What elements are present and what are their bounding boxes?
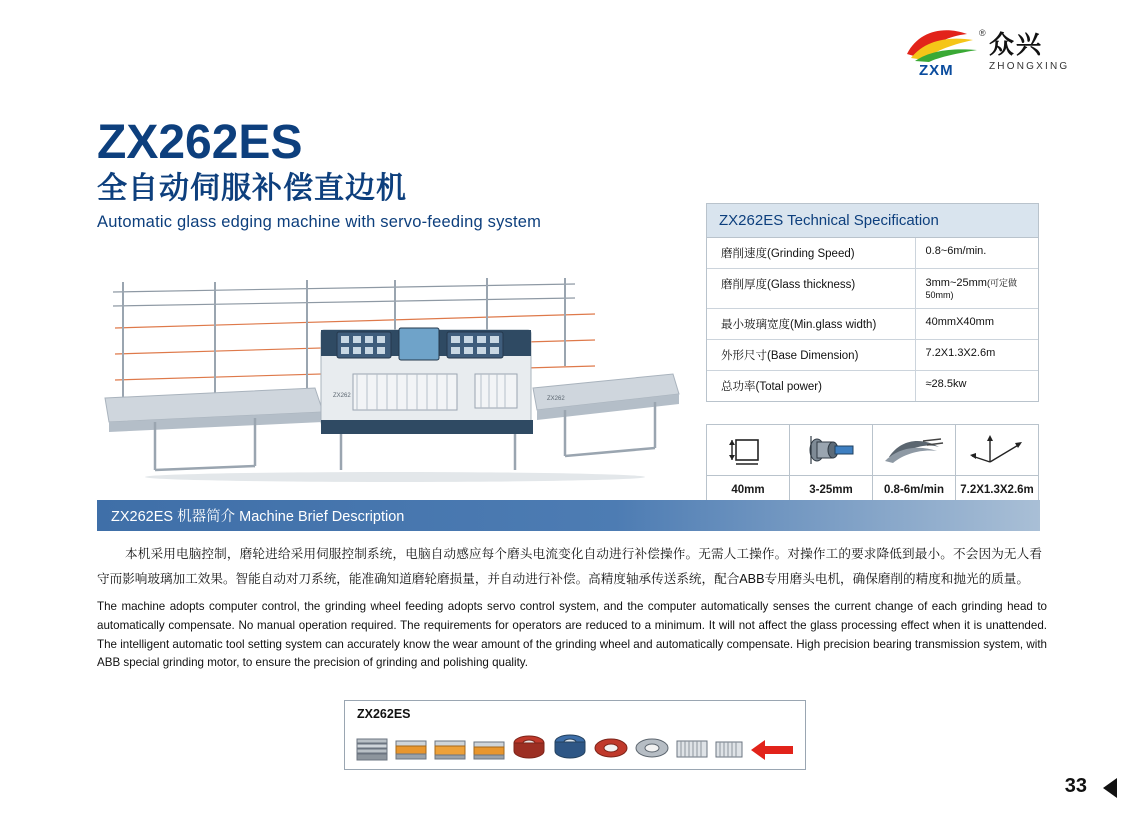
logo-mark bbox=[905, 22, 986, 82]
brand-name-cn: 众兴 bbox=[989, 31, 1044, 60]
brief-paragraph-en: The machine adopts computer control, the grinding wheel feeding adopts servo control system, and the computer automatically senses the current change of each grinding head to automatically compensate. No manual operation required. The requirements for operators are reduced to a minimum. It will not affect the glass processing effect when it is unattended. The intelligent automatic tool setting system can accurately know the wear amount of the grinding wheel and automatically compensate. High precision bearing transmission system, with ABB special grinding motor, to ensure the precision of grinding and polishing quality. bbox=[97, 600, 1047, 670]
spec-key: 最小玻璃宽度(Min.glass width) bbox=[707, 309, 916, 339]
spec-value-text: 40mmX40mm bbox=[925, 316, 994, 328]
spec-value bbox=[916, 371, 1038, 401]
wheel-strip bbox=[344, 700, 806, 770]
spec-key: 磨削厚度(Glass thickness) bbox=[707, 269, 916, 308]
table-row bbox=[707, 371, 1038, 401]
spec-value bbox=[916, 340, 1038, 370]
title-block bbox=[97, 118, 717, 232]
page-number: 33 bbox=[1064, 775, 1087, 797]
registered-mark: ® bbox=[979, 28, 986, 38]
speed-icon bbox=[873, 425, 956, 475]
spec-value bbox=[916, 269, 1038, 308]
wheel-ribbed-2-icon bbox=[714, 733, 744, 763]
machine-photo bbox=[95, 270, 715, 485]
wheel-strip-label: ZX262ES bbox=[357, 707, 411, 721]
spec-value-text: 3mm~25mm bbox=[925, 277, 987, 289]
page-title: ZX262ES bbox=[97, 116, 303, 169]
glass-width-icon bbox=[707, 425, 790, 475]
icon-row bbox=[707, 425, 1038, 475]
wheel-stack-gray-icon bbox=[355, 733, 389, 763]
spec-value-text: 7.2X1.3X2.6m bbox=[925, 347, 996, 359]
spec-value-text: ≈28.5kw bbox=[925, 378, 967, 390]
wheel-orange-2-icon bbox=[433, 733, 467, 763]
grinding-wheel-icon bbox=[790, 425, 873, 475]
brand-name-en: ZHONGXING bbox=[989, 60, 1070, 72]
brief-paragraph-cn: 本机采用电脑控制，磨轮进给采用伺服控制系统，电脑自动感应每个磨头电流变化自动进行补偿操作。无需人工操作。对操作工的要求降低到最小。不会因为无人看守而影响玻璃加工效果。智能自动对刀系统，能准确知道磨轮磨损量，并自动进行补偿。高精度轴承传送系统，配合ABB专用磨头电机，确保磨削的精度和抛光的质量。 bbox=[97, 547, 1042, 587]
arrow-left-red-icon bbox=[749, 737, 795, 763]
wheel-red-disc-icon bbox=[511, 729, 547, 763]
wheel-red-ring-icon bbox=[593, 733, 629, 763]
machine-illustration bbox=[95, 270, 715, 485]
table-row bbox=[707, 269, 1038, 309]
wheel-ribbed-1-icon bbox=[675, 733, 709, 763]
dimension-axes-icon bbox=[956, 425, 1038, 475]
wheel-strip-items bbox=[355, 725, 795, 763]
spec-value bbox=[916, 238, 1038, 268]
spec-value-note: (可定做50mm) bbox=[925, 278, 1017, 300]
spec-table bbox=[706, 203, 1039, 402]
wheel-blue-disc-icon bbox=[552, 729, 588, 763]
wheel-gray-ring-icon bbox=[634, 733, 670, 763]
page-arrow-icon bbox=[1103, 778, 1117, 798]
table-row bbox=[707, 340, 1038, 371]
table-row bbox=[707, 238, 1038, 269]
icon-label: 0.8-6m/min bbox=[873, 476, 956, 504]
spec-key: 外形尺寸(Base Dimension) bbox=[707, 340, 916, 370]
icon-label: 40mm bbox=[707, 476, 790, 504]
subtitle-cn: 全自动伺服补偿直边机 bbox=[97, 172, 407, 206]
table-row bbox=[707, 309, 1038, 340]
swoosh-icon bbox=[905, 28, 981, 62]
spec-table-header: ZX262ES Technical Specification bbox=[707, 204, 1038, 238]
subtitle-en: Automatic glass edging machine with servo-feeding system bbox=[97, 213, 542, 232]
spec-value-text: 0.8~6m/min. bbox=[925, 245, 987, 257]
logo-abbr: ZXM bbox=[919, 62, 954, 79]
svg-text:ZX262: ZX262 bbox=[333, 393, 351, 399]
icon-label: 7.2X1.3X2.6m bbox=[960, 484, 1034, 496]
wheel-orange-3-icon bbox=[472, 733, 506, 763]
spec-key: 磨削速度(Grinding Speed) bbox=[707, 238, 916, 268]
spec-key: 总功率(Total power) bbox=[707, 371, 916, 401]
logo-text bbox=[989, 32, 1069, 71]
brand-logo bbox=[905, 18, 1125, 86]
wheel-orange-1-icon bbox=[394, 733, 428, 763]
svg-text:ZX262: ZX262 bbox=[547, 396, 565, 402]
icon-spec-table bbox=[706, 424, 1039, 505]
icon-label: 3-25mm bbox=[790, 476, 873, 504]
brief-section-header: ZX262ES 机器简介 Machine Brief Description bbox=[97, 500, 1040, 531]
spec-value bbox=[916, 309, 1038, 339]
